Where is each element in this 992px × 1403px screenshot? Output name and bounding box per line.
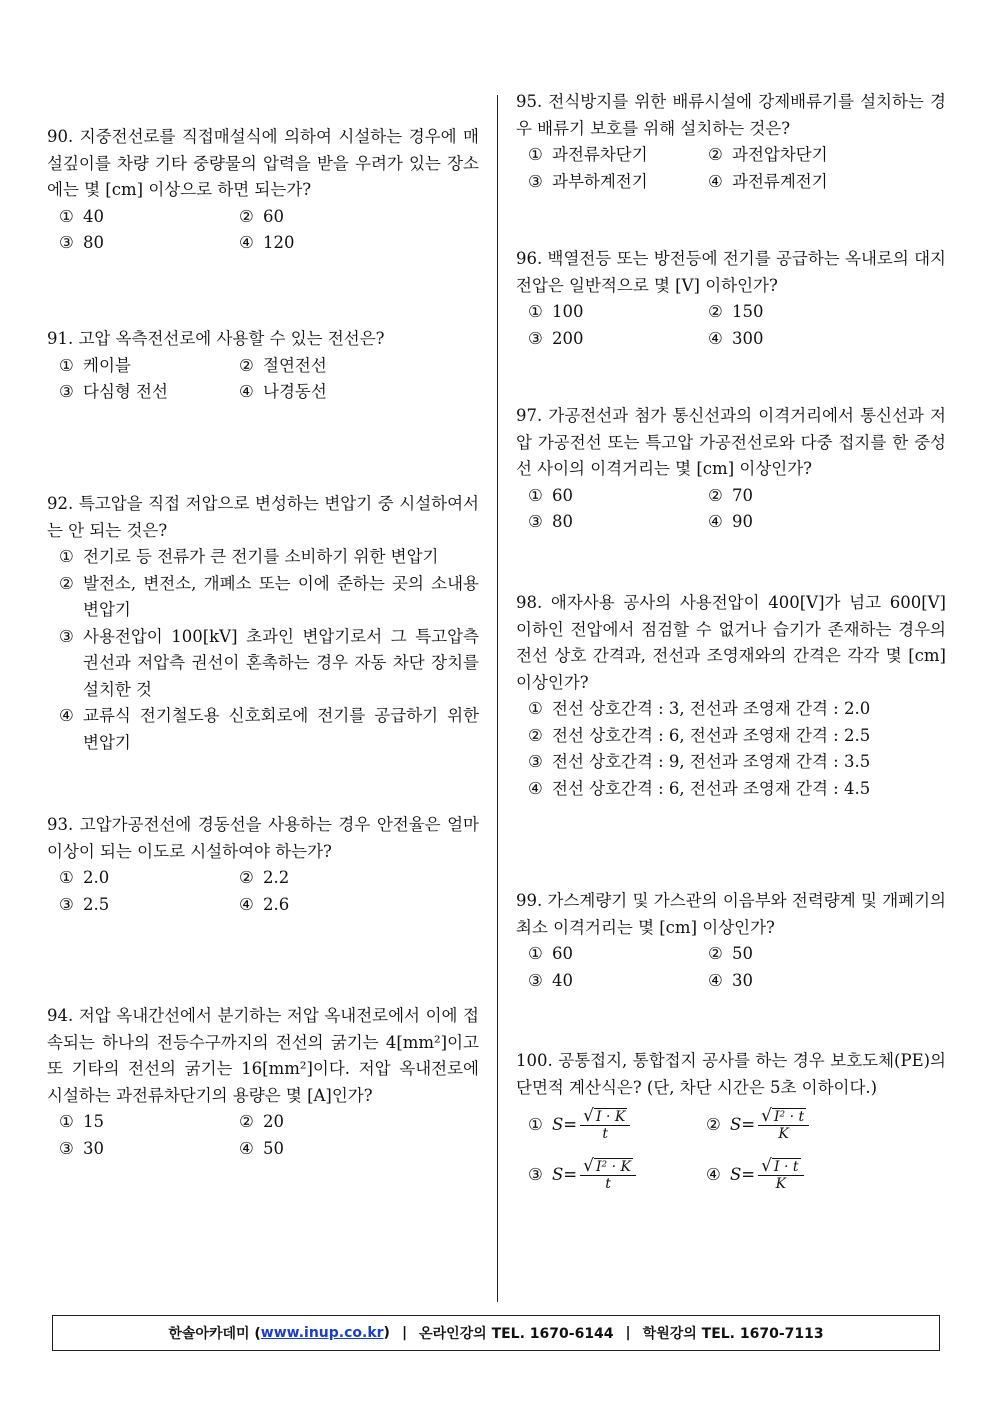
option-1[interactable]: ① 전선 상호간격 : 3, 전선과 조영재 간격 : 2.0 — [528, 699, 871, 718]
option-4[interactable]: ④ 과전류계전기 — [708, 171, 828, 191]
option-2[interactable]: ② 60 — [239, 206, 284, 226]
option-3[interactable]: ③ 200 — [528, 328, 584, 348]
option-2[interactable]: ② 절연전선 — [239, 355, 327, 375]
fraction: √ I² · K t — [580, 1158, 636, 1193]
option-2[interactable]: ② 50 — [708, 944, 753, 963]
question-97 — [516, 403, 946, 536]
sqrt-icon: √ — [583, 1105, 594, 1126]
option-4[interactable]: ④ 전선 상호간격 : 6, 전선과 조영재 간격 : 4.5 — [528, 778, 871, 798]
option-4[interactable]: ④ 300 — [708, 328, 764, 348]
sqrt-icon: √ — [761, 1105, 772, 1126]
question-stem: 90. 지중전선로를 직접매설식에 의하여 시설하는 경우에 매설깊이를 차량 기타 중량물의 압력을 받을 우려가 있는 장소에는 몇 [cm] 이상으로 하면 되는가? — [47, 127, 479, 199]
option-3[interactable]: ③ 80 — [528, 512, 573, 531]
option-2[interactable]: ② S= √ I² · t K — [706, 1103, 946, 1147]
option-4[interactable]: ④ 2.6 — [239, 894, 290, 914]
question-stem: 94. 저압 옥내간선에서 분기하는 저압 옥내전로에서 이에 접속되는 하나의 전등수구까지의 전선의 굵기는 4[mm²]이고 또 기타의 전선의 굵기는 16[mm²]이다. 저압 옥내전로에 시설하는 과전류차단기의 용량은 몇 [A]인가? — [47, 1006, 479, 1105]
question-stem: 98. 애자사용 공사의 사용전압이 400[V]가 넘고 600[V] 이하인 전압에서 점검할 수 없거나 습기가 존재하는 경우의 전선 상호 간격과, 전선과 조영재와의 간격은 각각 몇 [cm] 이상인가? — [516, 593, 946, 692]
question-99 — [516, 888, 946, 994]
question-94 — [47, 1003, 479, 1162]
question-stem: 96. 백열전등 또는 방전등에 전기를 공급하는 옥내로의 대지전압은 일반적으로 몇 [V] 이하인가? — [516, 249, 946, 295]
question-stem: 97. 가공전선과 첨가 통신선과의 이격거리에서 통신선과 저압 가공전선 또는 특고압 가공전선로와 다중 접지를 한 중성선 사이의 이격거리는 몇 [cm] 이상인가? — [516, 406, 946, 478]
question-98 — [516, 590, 946, 802]
option-2[interactable]: ② 20 — [239, 1112, 284, 1131]
options — [47, 1109, 479, 1162]
option-3[interactable]: ③ 80 — [59, 233, 104, 252]
footer-offline-tel: 학원강의 TEL. 1670-7113 — [642, 1326, 824, 1342]
option-1[interactable]: ① 케이블 — [59, 355, 131, 375]
option-4[interactable]: ④ 나경동선 — [239, 382, 327, 401]
footer-website-link[interactable]: www.inup.co.kr — [260, 1325, 384, 1341]
question-100 — [516, 1048, 946, 1197]
option-3[interactable]: ③ 사용전압이 100[kV] 초과인 변압기로서 그 특고압측 권선과 저압측 권선이 혼촉하는 경우 자동 차단 장치를 설치한 것 — [59, 626, 479, 699]
option-1[interactable]: ① 100 — [528, 302, 584, 321]
option-1[interactable]: ① 2.0 — [59, 868, 110, 887]
sqrt-icon: √ — [583, 1155, 594, 1176]
option-1[interactable]: ① 15 — [59, 1112, 104, 1131]
options — [516, 299, 946, 352]
question-90 — [47, 124, 479, 257]
options — [47, 865, 479, 918]
footer — [52, 1315, 940, 1351]
option-4[interactable]: ④ 교류식 전기철도용 신호회로에 전기를 공급하기 위한 변압기 — [59, 706, 479, 752]
question-stem: 93. 고압가공전선에 경동선을 사용하는 경우 안전율은 얼마 이상이 되는 이도로 시설하여야 하는가? — [47, 815, 479, 861]
fraction: √ I · K t — [580, 1108, 630, 1143]
fraction: √ I² · t K — [758, 1108, 809, 1143]
question-93 — [47, 812, 479, 918]
column-divider — [497, 95, 498, 1302]
option-4[interactable]: ④ 120 — [239, 233, 295, 252]
options — [47, 353, 479, 406]
option-1[interactable]: ① 40 — [59, 206, 104, 226]
question-92 — [47, 491, 479, 756]
footer-separator: | — [401, 1325, 408, 1341]
fraction: √ I · t K — [758, 1158, 803, 1193]
option-1[interactable]: ① 60 — [528, 944, 573, 963]
option-2[interactable]: ② 과전압차단기 — [708, 145, 828, 164]
option-1[interactable]: ① S= √ I · K t — [528, 1103, 706, 1147]
option-1[interactable]: ① 전기로 등 전류가 큰 전기를 소비하기 위한 변압기 — [59, 547, 439, 566]
options — [47, 204, 479, 257]
option-3[interactable]: ③ 과부하계전기 — [528, 171, 648, 191]
footer-academy-close: ) — [383, 1325, 390, 1341]
question-96 — [516, 246, 946, 352]
option-4[interactable]: ④ S= √ I · t K — [706, 1153, 946, 1197]
footer-separator: | — [625, 1325, 631, 1341]
option-3[interactable]: ③ 30 — [59, 1138, 104, 1158]
option-1[interactable]: ① 60 — [528, 485, 573, 505]
options — [516, 696, 946, 802]
options — [516, 483, 946, 536]
option-4[interactable]: ④ 30 — [708, 970, 753, 990]
question-stem: 95. 전식방지를 위한 배류시설에 강제배류기를 설치하는 경우 배류기 보호를 위해 설치하는 것은? — [516, 92, 946, 138]
option-3[interactable]: ③ 40 — [528, 970, 573, 990]
option-4[interactable]: ④ 90 — [708, 512, 753, 531]
option-2[interactable]: ② 발전소, 변전소, 개폐소 또는 이에 준하는 곳의 소내용 변압기 — [59, 573, 479, 619]
question-stem: 99. 가스계량기 및 가스관의 이음부와 전력량계 및 개폐기의 최소 이격거리는 몇 [cm] 이상인가? — [516, 891, 946, 937]
question-stem: 91. 고압 옥측전선로에 사용할 수 있는 전선은? — [47, 329, 385, 348]
question-95 — [516, 89, 946, 195]
option-2[interactable]: ② 150 — [708, 302, 764, 321]
options — [47, 544, 479, 756]
footer-online-tel: 온라인강의 TEL. 1670-6144 — [419, 1326, 614, 1342]
option-2[interactable]: ② 70 — [708, 485, 753, 505]
option-4[interactable]: ④ 50 — [239, 1138, 284, 1158]
sqrt-icon: √ — [761, 1155, 772, 1176]
option-2[interactable]: ② 2.2 — [239, 868, 290, 887]
options — [516, 1103, 946, 1197]
option-2[interactable]: ② 전선 상호간격 : 6, 전선과 조영재 간격 : 2.5 — [528, 725, 871, 745]
option-3[interactable]: ③ 다심형 전선 — [59, 382, 168, 401]
question-91 — [47, 326, 479, 406]
footer-academy: 한솔아카데미 ( — [168, 1326, 261, 1342]
question-stem: 100. 공통접지, 통합접지 공사를 하는 경우 보호도체(PE)의 단면적 계산식은? (단, 차단 시간은 5초 이하이다.) — [516, 1051, 946, 1097]
question-stem: 92. 특고압을 직접 저압으로 변성하는 변압기 중 시설하여서는 안 되는 것은? — [47, 494, 479, 540]
option-3[interactable]: ③ S= √ I² · K t — [528, 1153, 706, 1197]
options — [516, 142, 946, 195]
option-3[interactable]: ③ 전선 상호간격 : 9, 전선과 조영재 간격 : 3.5 — [528, 752, 871, 771]
option-1[interactable]: ① 과전류차단기 — [528, 145, 648, 164]
options — [516, 941, 946, 994]
option-3[interactable]: ③ 2.5 — [59, 894, 110, 914]
